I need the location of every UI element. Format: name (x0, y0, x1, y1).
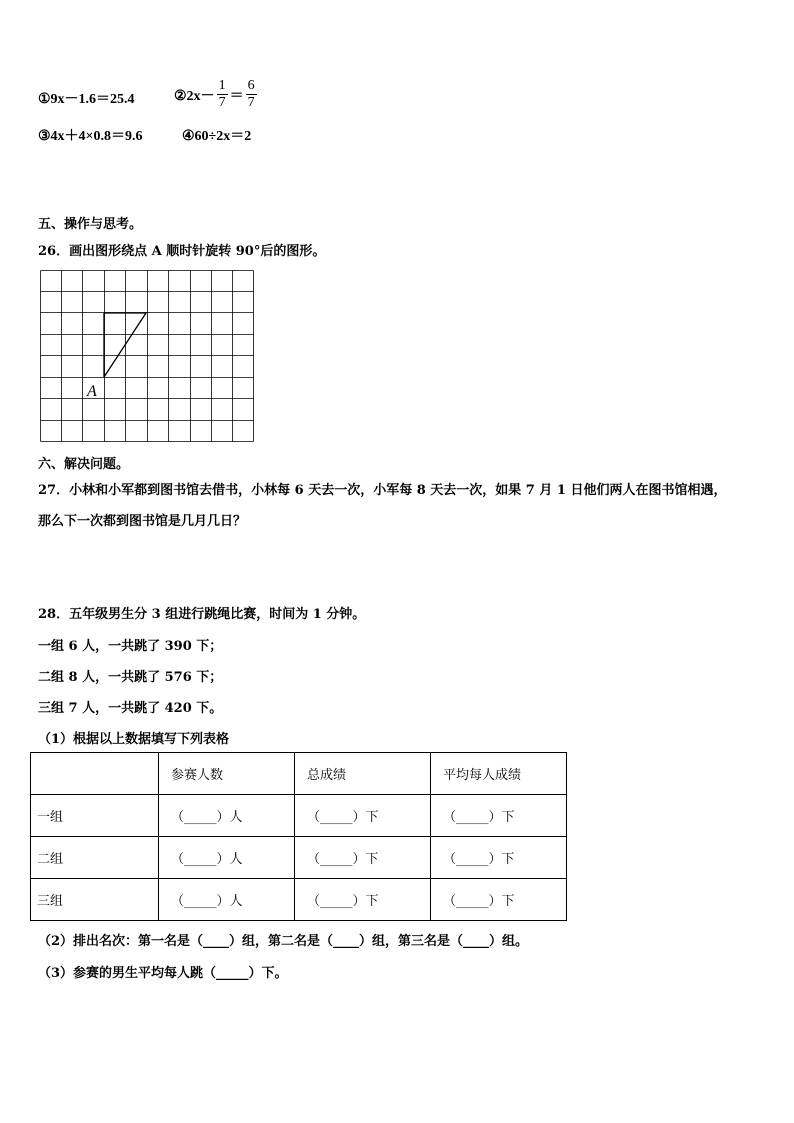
question-27-line2: 那么下一次都到图书馆是几月几日？ (38, 514, 247, 529)
equals-sign: ＝ (229, 88, 244, 104)
answer-blank[interactable]: （_____）下 (431, 795, 567, 837)
table-header-row (31, 753, 567, 795)
fraction-denominator: 7 (218, 95, 226, 110)
fraction-numerator: 1 (218, 78, 226, 93)
equation-3: ③4x＋4×0.8＝9.6 (38, 129, 143, 144)
fraction-denominator: 7 (247, 95, 255, 110)
table-header-cell: 总成绩 (295, 753, 431, 795)
equation-2 (174, 78, 259, 111)
answer-blank[interactable]: （_____）人 (159, 795, 295, 837)
part-3-average: （3）参赛的男生平均每人跳（_____）下。 (38, 966, 288, 981)
grid-figure (40, 270, 254, 442)
fraction-one-seventh (217, 78, 228, 111)
answer-blank[interactable]: （_____）下 (431, 879, 567, 921)
fraction-six-sevenths (246, 78, 257, 111)
table-header-cell: 参赛人数 (159, 753, 295, 795)
question-26: 26．画出图形绕点 A 顺时针旋转 90°后的图形。 (38, 244, 326, 259)
group-3-info: 三组 7 人，一共跳了 420 下。 (38, 701, 223, 716)
table-header-cell: 平均每人成绩 (431, 753, 567, 795)
table-cell: 一组 (31, 795, 159, 837)
group-2-info: 二组 8 人，一共跳了 576 下； (38, 670, 223, 685)
table-row (31, 879, 567, 921)
question-28: 28．五年级男生分 3 组进行跳绳比赛，时间为 1 分钟。 (38, 607, 366, 622)
equation-4: ④60÷2x＝2 (182, 129, 252, 144)
answer-blank[interactable]: （_____）人 (159, 837, 295, 879)
rotation-grid (40, 270, 254, 442)
fraction-numerator: 6 (247, 78, 255, 93)
answer-blank[interactable]: （_____）人 (159, 879, 295, 921)
point-a-label: A (87, 383, 97, 400)
score-table (30, 752, 567, 921)
answer-blank[interactable]: （_____）下 (295, 837, 431, 879)
table-row (31, 837, 567, 879)
triangle-shape (104, 313, 146, 377)
table-cell: 二组 (31, 837, 159, 879)
question-27-line1: 27．小林和小军都到图书馆去借书，小林每 6 天去一次，小军每 8 天去一次，如果 7 月 1 日他们两人在图书馆相遇， (38, 483, 727, 498)
part-1-instruction: （1）根据以上数据填写下列表格 (38, 732, 230, 747)
table-row (31, 795, 567, 837)
group-1-info: 一组 6 人，一共跳了 390 下； (38, 639, 223, 654)
section-6-heading: 六、解决问题。 (38, 457, 130, 472)
table-header-cell (31, 753, 159, 795)
section-5-heading: 五、操作与思考。 (38, 217, 143, 232)
equation-1: ①9x－1.6＝25.4 (38, 92, 135, 107)
equation-2-prefix: ②2x－ (174, 88, 215, 104)
answer-blank[interactable]: （_____）下 (295, 879, 431, 921)
answer-blank[interactable]: （_____）下 (295, 795, 431, 837)
answer-blank[interactable]: （_____）下 (431, 837, 567, 879)
part-2-ranking: （2）排出名次：第一名是（____）组，第二名是（____）组，第三名是（____）组。 (38, 934, 529, 949)
table-cell: 三组 (31, 879, 159, 921)
